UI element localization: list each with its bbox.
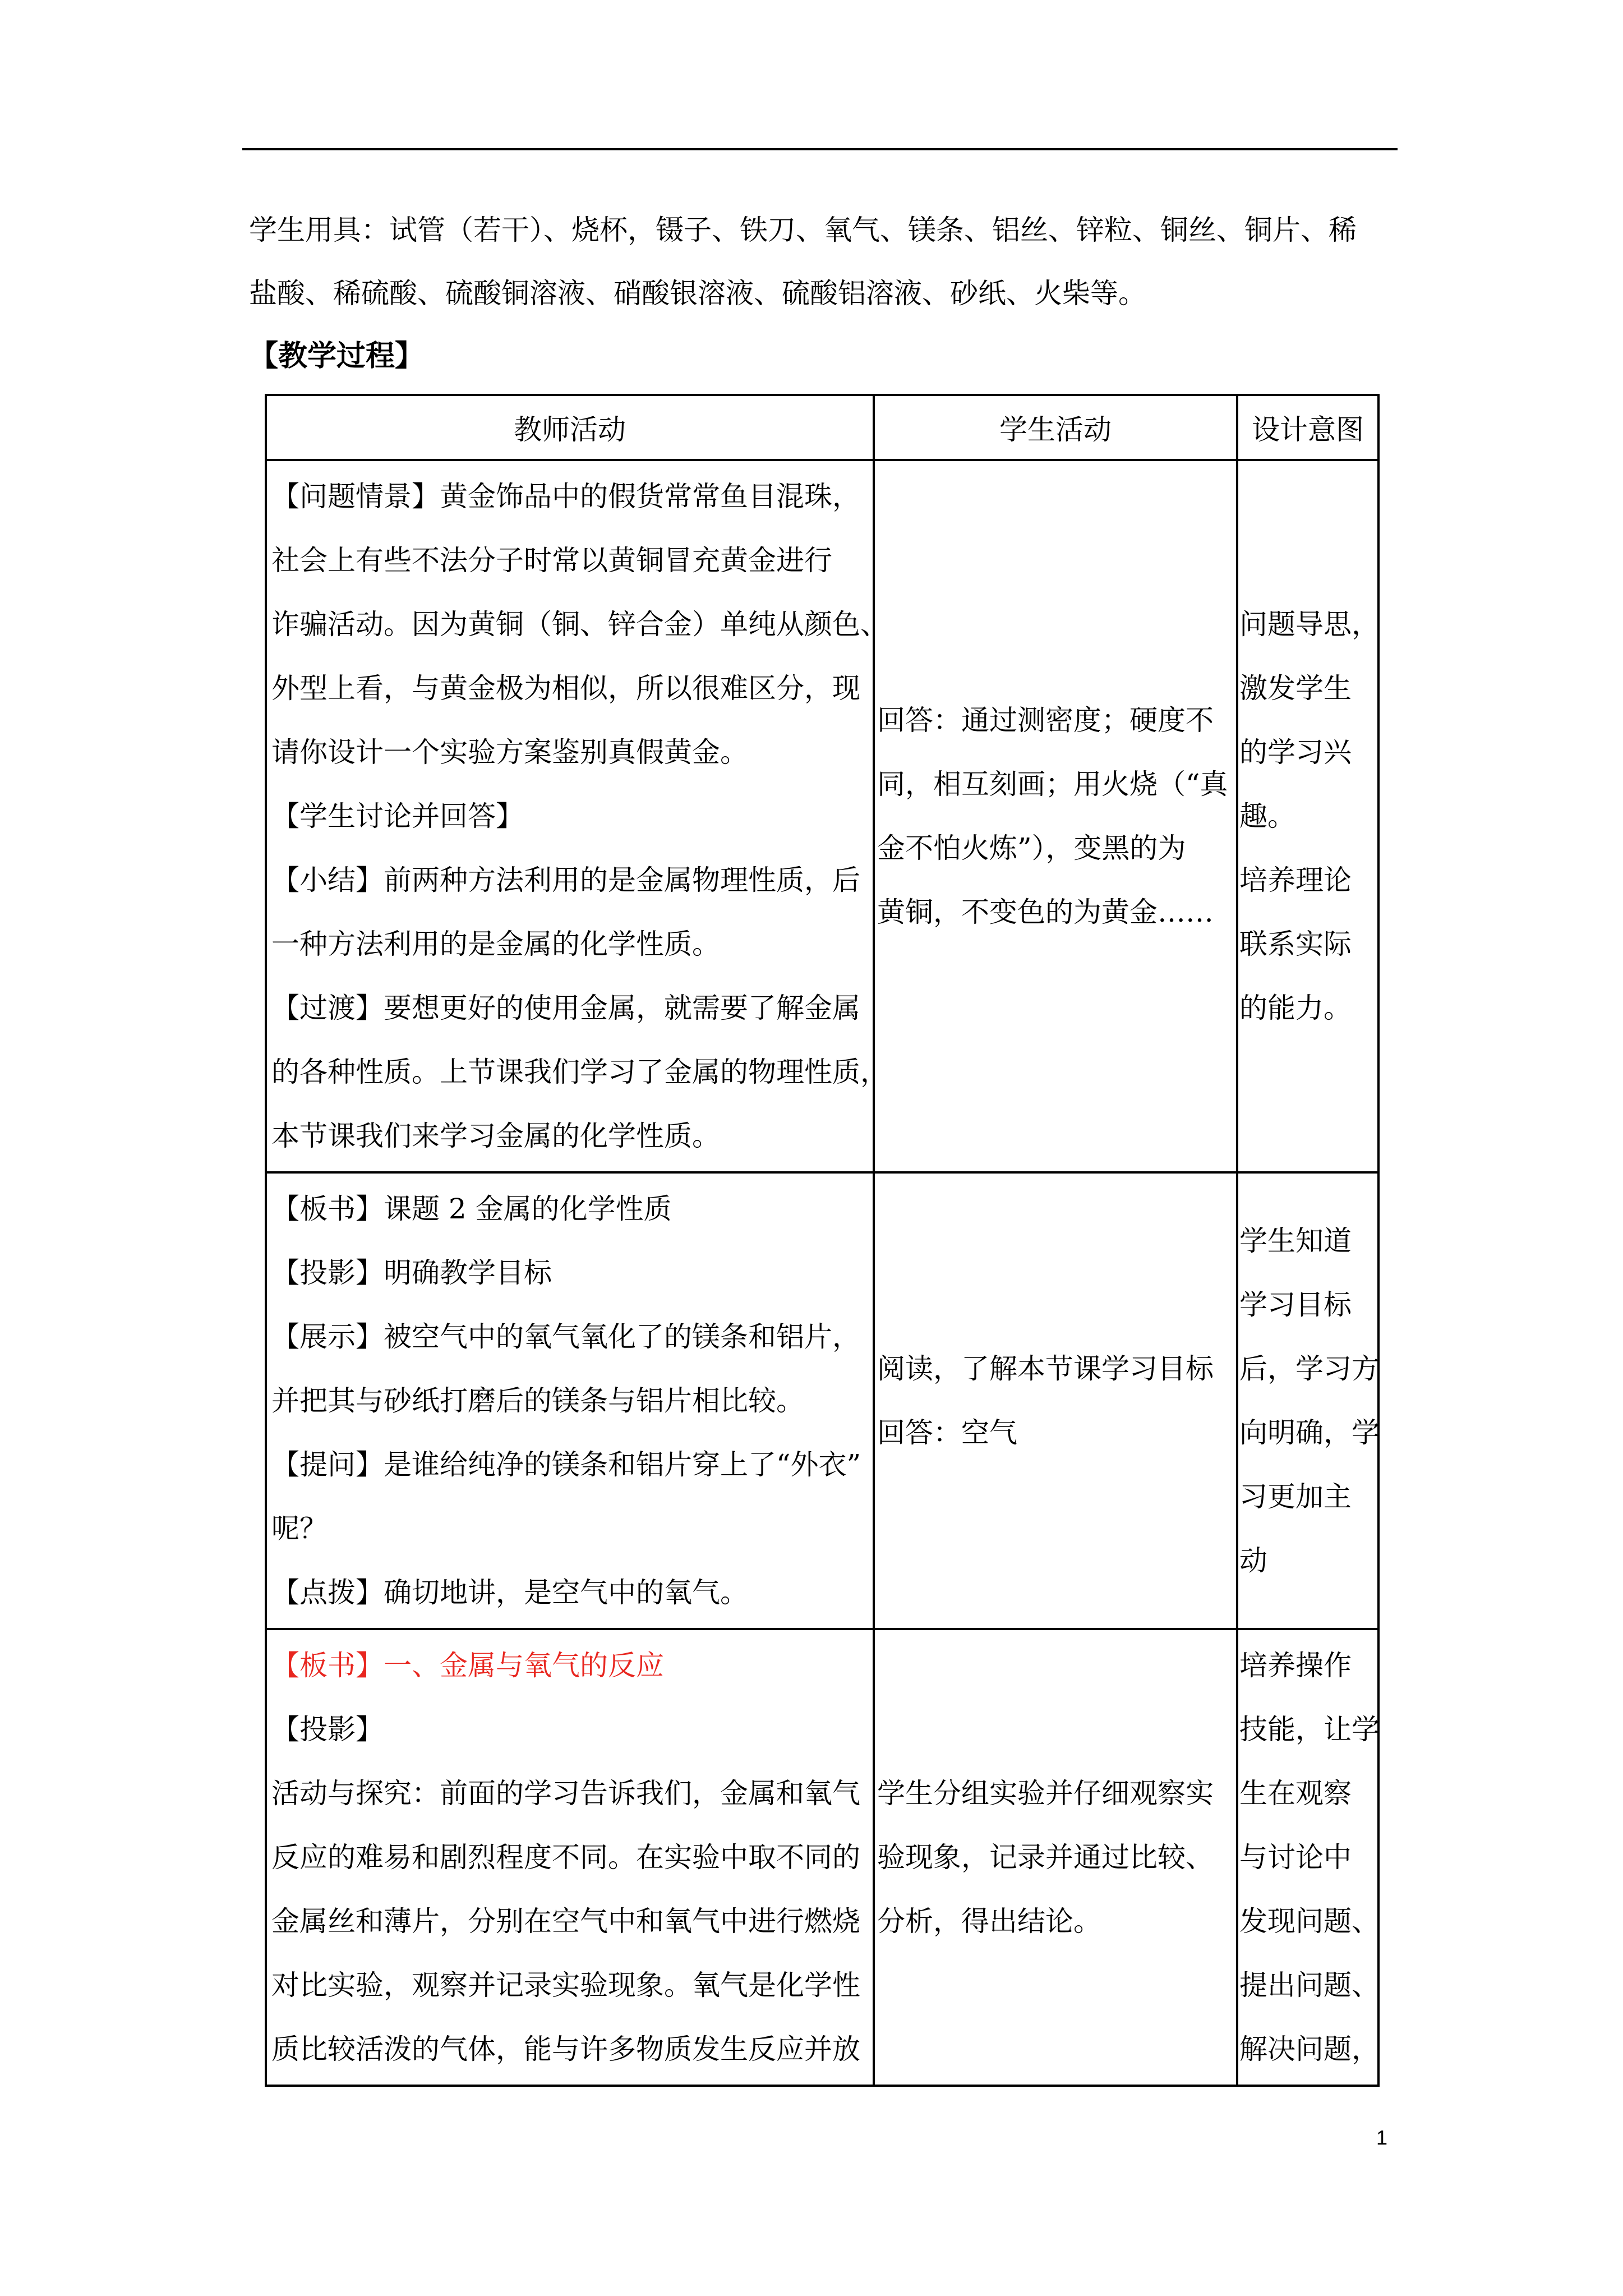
teaching-process-table — [265, 394, 1380, 2087]
table-row — [266, 1172, 1378, 1629]
header-rule — [242, 148, 1398, 150]
text-line: 一种方法利用的是金属的化学性质。 — [271, 928, 720, 960]
text-line: 分析，得出结论。 — [877, 1905, 1101, 1938]
text-line: 提出问题、 — [1239, 1969, 1380, 2001]
text-line: 动 — [1239, 1544, 1267, 1577]
text-line: 【投影】 — [271, 1713, 384, 1746]
text-line: 培养操作 — [1239, 1649, 1352, 1682]
text-line: 联系实际 — [1239, 928, 1352, 960]
text-line: 质比较活泼的气体，能与许多物质发生反应并放 — [271, 2033, 860, 2065]
text-line: 外型上看，与黄金极为相似，所以很难区分，现 — [271, 672, 860, 705]
table-row — [266, 1629, 1378, 2086]
text-line: 培养理论 — [1239, 864, 1352, 896]
text-line: 学生知道 — [1239, 1225, 1352, 1257]
teacher-activity-cell — [266, 1629, 874, 2086]
teaching-process-heading: 【教学过程】 — [249, 339, 425, 373]
text-line: 阅读，了解本节课学习目标 — [877, 1352, 1214, 1385]
text-line: 解决问题， — [1239, 2033, 1380, 2065]
text-line: 【学生讨论并回答】 — [271, 800, 524, 832]
text-line: 【投影】明确教学目标 — [271, 1257, 552, 1289]
text-line: 趣。 — [1239, 800, 1295, 832]
text-line: 社会上有些不法分子时常以黄铜冒充黄金进行 — [271, 544, 832, 577]
text-line: 【提问】是谁给纯净的镁条和铝片穿上了“外衣” — [271, 1448, 861, 1481]
board-heading-metal-oxygen: 【板书】一、金属与氧气的反应 — [271, 1649, 664, 1682]
text-line: 反应的难易和剧烈程度不同。在实验中取不同的 — [271, 1841, 860, 1874]
text-line: 发现问题、 — [1239, 1905, 1380, 1938]
text-line: 回答：空气 — [877, 1416, 1017, 1449]
header-teacher-activity: 教师活动 — [266, 395, 874, 460]
teacher-activity-cell — [266, 460, 888, 1172]
text-line: 与讨论中 — [1239, 1841, 1352, 1874]
text-line: 习更加主 — [1239, 1480, 1352, 1513]
text-line: 金不怕火炼”），变黑的为 — [877, 832, 1186, 864]
text-line: 问题导思， — [1239, 608, 1380, 641]
text-line: 学生分组实验并仔细观察实 — [877, 1777, 1214, 1810]
header-design-intent: 设计意图 — [1237, 395, 1378, 460]
text-line: 并把其与砂纸打磨后的镁条与铝片相比较。 — [271, 1384, 804, 1417]
text-line: 验现象，记录并通过比较、 — [877, 1841, 1214, 1874]
text-line: 激发学生 — [1239, 672, 1352, 705]
design-intent-cell — [1237, 1629, 1378, 2086]
text-line: 活动与探究：前面的学习告诉我们，金属和氧气 — [271, 1777, 860, 1810]
text-line: 诈骗活动。因为黄铜（铜、锌合金）单纯从颜色、 — [271, 608, 888, 641]
student-materials-line-1: 学生用具：试管（若干）、烧杯，镊子、铁刀、氧气、镁条、铝丝、锌粒、铜丝、铜片、稀 — [249, 214, 1357, 246]
text-line: 【展示】被空气中的氧气氧化了的镁条和铝片， — [271, 1320, 860, 1353]
text-line: 【过渡】要想更好的使用金属，就需要了解金属 — [271, 992, 860, 1024]
text-line: 后，学习方 — [1239, 1352, 1380, 1385]
text-line: 【板书】课题 2 金属的化学性质 — [271, 1193, 672, 1225]
text-line: 呢？ — [271, 1512, 328, 1545]
text-line: 的各种性质。上节课我们学习了金属的物理性质， — [271, 1056, 888, 1088]
student-activity-cell — [874, 1172, 1237, 1629]
text-line: 金属丝和薄片，分别在空气中和氧气中进行燃烧 — [271, 1905, 860, 1938]
text-line: 【问题情景】黄金饰品中的假货常常鱼目混珠， — [271, 480, 860, 513]
text-line: 回答：通过测密度；硬度不 — [877, 704, 1214, 737]
text-line: 的能力。 — [1239, 992, 1352, 1024]
page-number: 1 — [1376, 2126, 1388, 2149]
text-line: 对比实验，观察并记录实验现象。氧气是化学性 — [271, 1969, 860, 2001]
student-materials-line-2: 盐酸、稀硫酸、硫酸铜溶液、硝酸银溶液、硫酸铝溶液、砂纸、火柴等。 — [249, 277, 1146, 310]
text-line: 请你设计一个实验方案鉴别真假黄金。 — [271, 736, 748, 769]
table-header-row — [266, 395, 1378, 460]
design-intent-cell — [1237, 460, 1378, 1172]
text-line: 同，相互刻画；用火烧（“真 — [877, 768, 1228, 800]
student-activity-cell — [874, 460, 1237, 1172]
text-line: 黄铜，不变色的为黄金…… — [877, 896, 1214, 928]
text-line: 的学习兴 — [1239, 736, 1352, 769]
text-line: 【点拨】确切地讲，是空气中的氧气。 — [271, 1576, 748, 1609]
design-intent-cell — [1237, 1172, 1378, 1629]
teacher-activity-cell — [266, 1172, 874, 1629]
text-line: 生在观察 — [1239, 1777, 1352, 1810]
header-student-activity: 学生活动 — [874, 395, 1237, 460]
text-line: 向明确，学 — [1239, 1416, 1380, 1449]
text-line: 【小结】前两种方法利用的是金属物理性质，后 — [271, 864, 860, 896]
text-line: 学习目标 — [1239, 1289, 1352, 1321]
table-row — [266, 460, 1378, 1172]
text-line: 技能，让学 — [1239, 1713, 1380, 1746]
student-activity-cell — [874, 1629, 1237, 2086]
text-line: 本节课我们来学习金属的化学性质。 — [271, 1120, 720, 1152]
